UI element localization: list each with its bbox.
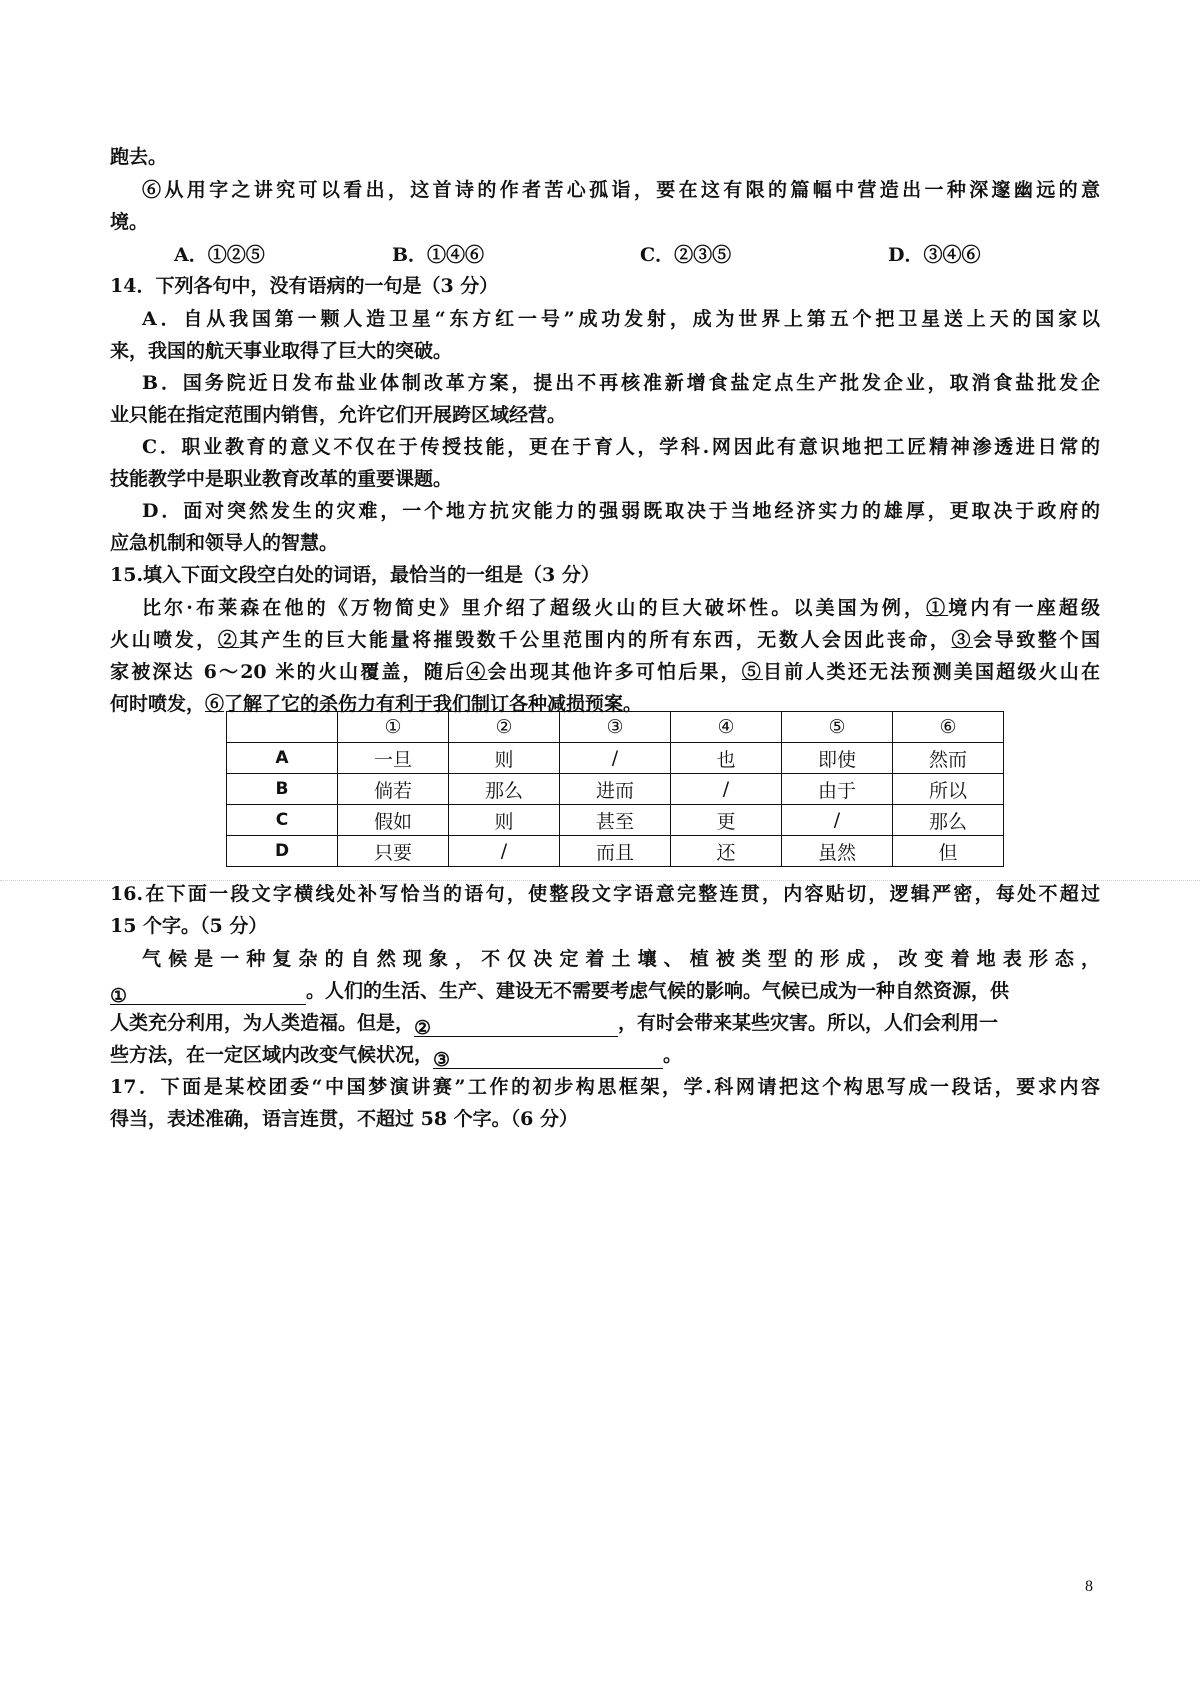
q15-stem: 15.填入下面文段空白处的词语，最恰当的一组是（3 分）: [110, 564, 600, 586]
q15-passage-text: 其产生的巨大能量将摧毁数千公里范围内的所有东西，无数人会因此丧命，: [239, 629, 952, 651]
table-cell: 由于: [782, 774, 893, 805]
table-cell: 而且: [560, 836, 671, 867]
q14-option-b-line2: 业只能在指定范围内销售，允许它们开展跨区域经营。: [110, 404, 567, 426]
table-cell: ③: [560, 712, 671, 743]
q15-passage-text: 境内有一座超级: [948, 597, 1100, 619]
q16-passage-line2: [110, 977, 1100, 1005]
q14-option-a-line1: A．自从我国第一颗人造卫星“东方红一号”成功发射，成为世界上第五个把卫星送上天的国家以: [142, 308, 1100, 330]
q16-passage-text: 。: [663, 1044, 683, 1066]
table-cell: 虽然: [782, 836, 893, 867]
q16-passage-text: 。人们的生活、生产、建设无不需要考虑气候的影响。气候已成为一种自然资源，供: [306, 980, 1010, 1002]
q15-passage-text: 目前人类还无法预测美国超级火山在: [763, 661, 1100, 683]
q15-passage-text: 家被深达 6～20 米的火山覆盖，随后: [110, 661, 467, 683]
table-row: [227, 774, 1004, 805]
table-row-label: D: [227, 836, 338, 867]
q16-passage-text: 人类充分利用，为人类造福。但是，: [110, 1012, 415, 1034]
table-cell: 假如: [338, 805, 449, 836]
table-cell: 然而: [893, 743, 1004, 774]
q16-passage-line3: [110, 1009, 1100, 1037]
table-cell: 则: [449, 805, 560, 836]
blank-marker-6: ⑥: [205, 693, 225, 715]
q16-passage-text: ，有时会带来某些灾害。所以，人们会利用一: [618, 1012, 999, 1034]
table-cell: 即使: [782, 743, 893, 774]
q16-stem-line2: 15 个字。（5 分）: [110, 915, 268, 937]
table-cell: /: [560, 743, 671, 774]
table-cell: ⑤: [782, 712, 893, 743]
q14-stem: 14．下列各句中，没有语病的一句是（3 分）: [110, 275, 499, 297]
q14-option-c-line2: 技能教学中是职业教育改革的重要课题。: [110, 468, 453, 490]
q15-passage-text: 了解了它的杀伤力有利于我们制订各种减损预案。: [224, 693, 643, 715]
q15-passage-line2: [110, 626, 1100, 654]
blank-marker-1: ①: [926, 597, 949, 619]
q16-answer-blank-3[interactable]: [433, 1046, 663, 1069]
q13-option-b[interactable]: B．①④⑥: [392, 244, 485, 266]
table-cell: 但: [893, 836, 1004, 867]
q14-option-d-line1: D．面对突然发生的灾难，一个地方抗灾能力的强弱既取决于当地经济实力的雄厚，更取决于政府的: [142, 500, 1100, 522]
table-cell: /: [449, 836, 560, 867]
q15-passage-line1: [142, 594, 1100, 622]
table-row-label: A: [227, 743, 338, 774]
q16-blank-1-label: ①: [110, 985, 128, 1007]
q13-option-d[interactable]: D．③④⑥: [888, 244, 981, 266]
table-cell: ⑥: [893, 712, 1004, 743]
q13-option-a[interactable]: A．①②⑤: [174, 244, 265, 266]
q17-stem-line2: 得当，表述准确，语言连贯，不超过 58 个字。（6 分）: [110, 1108, 579, 1130]
table-row: [227, 743, 1004, 774]
table-row-label: [227, 712, 338, 743]
table-cell: 只要: [338, 836, 449, 867]
q13-tail-line: 跑去。: [110, 146, 168, 168]
table-cell: 甚至: [560, 805, 671, 836]
table-cell: 那么: [449, 774, 560, 805]
q16-blank-3-label: ③: [433, 1049, 451, 1071]
table-cell: 倘若: [338, 774, 449, 805]
table-cell: 也: [671, 743, 782, 774]
q15-passage-text: 何时喷发，: [110, 693, 206, 715]
table-cell: 还: [671, 836, 782, 867]
table-cell: ②: [449, 712, 560, 743]
q15-passage-text: 会导致整个国: [973, 629, 1100, 651]
q16-answer-blank-2[interactable]: [414, 1014, 618, 1037]
table-row-label: B: [227, 774, 338, 805]
q14-option-a-line2: 来，我国的航天事业取得了巨大的突破。: [110, 340, 453, 362]
q13-item6-line1: ⑥从用字之讲究可以看出，这首诗的作者苦心孤诣，要在这有限的篇幅中营造出一种深邃幽远的意: [142, 179, 1100, 201]
q13-item6-line2: 境。: [110, 211, 149, 233]
table-cell: 则: [449, 743, 560, 774]
q14-option-d-line2: 应急机制和领导人的智慧。: [110, 532, 339, 554]
q15-options-table: [226, 711, 1004, 867]
table-cell: ①: [338, 712, 449, 743]
table-cell: /: [782, 805, 893, 836]
q17-stem-line1: 17．下面是某校团委“中国梦演讲赛”工作的初步构思框架，学.科网请把这个构思写成一段话，要求内容: [110, 1076, 1100, 1098]
q16-stem-line1: 16.在下面一段文字横线处补写恰当的语句，使整段文字语意完整连贯，内容贴切，逻辑严密，每处不超过: [110, 883, 1100, 905]
table-row: [227, 836, 1004, 867]
blank-marker-2: ②: [217, 629, 240, 651]
table-row-label: C: [227, 805, 338, 836]
table-cell: 更: [671, 805, 782, 836]
blank-marker-4: ④: [466, 661, 488, 683]
table-cell: 所以: [893, 774, 1004, 805]
table-row: [227, 805, 1004, 836]
table-cell: 那么: [893, 805, 1004, 836]
table-cell: 进而: [560, 774, 671, 805]
q16-passage-text: 些方法，在一定区域内改变气候状况，: [110, 1044, 434, 1066]
q13-option-c[interactable]: C．②③⑤: [640, 244, 732, 266]
q15-passage-text: 比尔·布莱森在他的《万物简史》里介绍了超级火山的巨大破坏性。以美国为例，: [142, 597, 927, 619]
table-cell: ④: [671, 712, 782, 743]
blank-marker-5: ⑤: [741, 661, 763, 683]
page-number: 8: [1085, 1578, 1093, 1595]
table-cell: /: [671, 774, 782, 805]
table-cell: 一旦: [338, 743, 449, 774]
q16-blank-2-label: ②: [414, 1017, 432, 1039]
q14-option-b-line1: B．国务院近日发布盐业体制改革方案，提出不再核准新增食盐定点生产批发企业，取消食盐批发企: [142, 372, 1100, 394]
q15-passage-text: 会出现其他许多可怕后果，: [487, 661, 742, 683]
q15-passage-text: 火山喷发，: [110, 629, 218, 651]
q14-option-c-line1: C．职业教育的意义不仅在于传授技能，更在于育人，学科.网因此有意识地把工匠精神渗透进日常的: [142, 436, 1100, 458]
q15-passage-line3: [110, 658, 1100, 686]
blank-marker-3: ③: [951, 629, 974, 651]
q16-answer-blank-1[interactable]: [110, 982, 306, 1005]
q16-passage-line1: 气候是一种复杂的自然现象，不仅决定着土壤、植被类型的形成，改变着地表形态，: [142, 948, 1100, 970]
table-header-row: [227, 712, 1004, 743]
q16-passage-line4: [110, 1041, 1100, 1069]
